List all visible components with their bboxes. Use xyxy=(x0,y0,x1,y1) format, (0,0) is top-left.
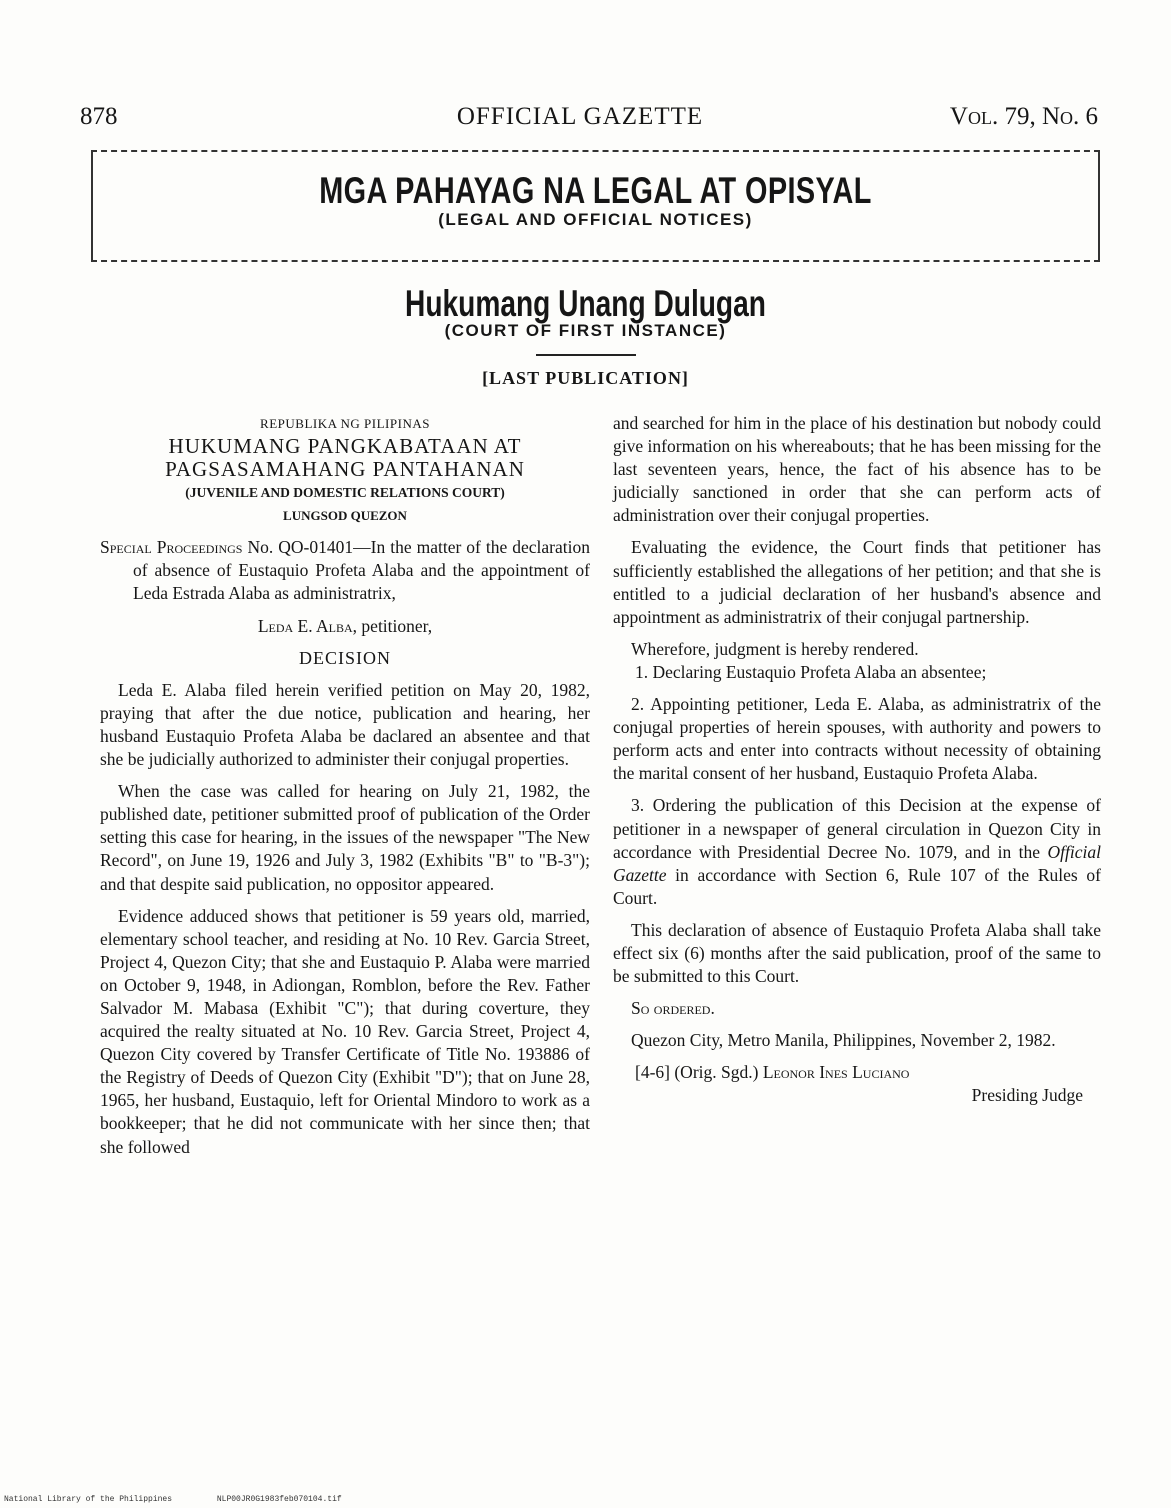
court-name-line-2: PAGSASAMAHANG PANTAHANAN xyxy=(165,457,525,482)
court-city: LUNGSOD QUEZON xyxy=(283,508,407,524)
page-header xyxy=(60,103,1100,137)
so-ordered: So ordered. xyxy=(631,998,715,1019)
judgment-item-2: 2. Appointing petitioner, Leda E. Alaba, as administratrix of the conjugal properties of herein spouses, with authority and powers to perform acts and enter into contracts without necessity of obtaining the marital consent of her husband, Eustaquio Profeta Alaba. xyxy=(613,694,1101,784)
paragraph-evidence: Evidence adduced shows that petitioner is 59 years old, married, elementary school teacher, and residing at No. 10 Rev. Garcia Street, Project 4, Quezon City; that she and Eustaquio P. Alaba were married on October 9, 1948, in Adiongan, Romblon, before the Rev. Father Salvador M. Mabasa (Exhibit "C"); that during coverture, they acquired the realty situated at No. 10 Rev. Garcia Street, Project 4, Quezon City covered by Transfer Certificate of Title No. 193886 of the Registry of Deeds of Quezon City (Exhibit "D"); that on June 28, 1965, her husband, Eustaquio, left for Oriental Mindoro to work as a bookkeeper; that he did not communicate with her since then; that she followed xyxy=(100,905,590,1157)
volume-number: Vol. 79, No. 6 xyxy=(949,103,1098,130)
signature-line xyxy=(635,1061,909,1084)
petitioner-name: Leda E. Alba xyxy=(257,615,353,636)
case-caption xyxy=(100,536,590,605)
paragraph-declaration: This declaration of absence of Eustaquio Profeta Alaba shall take effect six (6) months after the said publication, proof of the same to be submitted to this Court. xyxy=(613,919,1101,987)
signature-reference: [4-6] (Orig. Sgd.) xyxy=(635,1062,763,1083)
item-3-text-a: 3. Ordering the publication of this Decision at the expense of petitioner in a newspaper of general circulation in Quezon City in accordance with Presidential Decree No. 1079, and in the xyxy=(613,795,1101,862)
judge-title: Presiding Judge xyxy=(971,1085,1083,1106)
proceedings-text: No. QO-01401—In the matter of the declaration of absence of Eustaquio Profeta Alaba and the appointment of Leda Estrada Alaba as administratrix, xyxy=(133,537,591,604)
court-english-name: (JUVENILE AND DOMESTIC RELATIONS COURT) xyxy=(185,485,505,501)
paragraph-evaluating: Evaluating the evidence, the Court finds that petitioner has sufficiently established the allegations of her petition; and that she is entitled to a judicial declaration of her husband's absence and appointment as administratrix of their conjugal partnership. xyxy=(613,537,1101,627)
last-publication-label: [LAST PUBLICATION] xyxy=(482,368,689,388)
republic-line: REPUBLIKA NG PILIPINAS xyxy=(260,416,430,431)
paragraph-hearing: When the case was called for hearing on July 21, 1982, the published date, petitioner submitted proof of publication of the Order setting this case for hearing, in the issues of the newspaper "The New Record", on June 19, 1926 and July 3, 1982 (Exhibits "B" to "B-3"); and that despite said publication, no oppositor appeared. xyxy=(100,781,590,894)
item-3-gazette: Official Gazette xyxy=(613,841,1101,885)
item-3-text-b: in accordance with Section 6, Rule 107 of the Rules of Court. xyxy=(613,864,1101,908)
judgment-item-1: 1. Declaring Eustaquio Profeta Alaba an absentee; xyxy=(635,661,987,682)
decision-heading: DECISION xyxy=(299,647,391,668)
judge-name: Leonor Ines Luciano xyxy=(762,1062,910,1083)
court-section-title: Hukumang Unang Dulugan xyxy=(405,283,766,324)
library-credit: National Library of the Philippines xyxy=(4,1495,173,1504)
petitioner-role: , petitioner, xyxy=(352,615,433,636)
court-name-line-1: HUKUMANG PANGKABATAAN AT xyxy=(168,434,522,459)
date-and-place: Quezon City, Metro Manila, Philippines, November 2, 1982. xyxy=(631,1030,1056,1051)
notices-banner xyxy=(91,150,1100,262)
page-number: 878 xyxy=(80,103,118,130)
court-section-heading xyxy=(0,283,1171,356)
paragraph-wherefore: Wherefore, judgment is hereby rendered. xyxy=(631,638,919,659)
proceedings-label: Special Proceedings xyxy=(100,537,243,558)
paragraph-continuation: and searched for him in the place of his destination but nobody could give information on his whereabouts; that he has been missing for the last seventeen years, hence, the fact of his absence has to be judicially sanctioned in order that she can perform acts of administration over their conjugal properties. xyxy=(613,413,1101,526)
notices-subtitle: (LEGAL AND OFFICIAL NOTICES) xyxy=(438,210,753,229)
notices-title: MGA PAHAYAG NA LEGAL AT OPISYAL xyxy=(319,170,872,211)
court-section-subtitle: (COURT OF FIRST INSTANCE) xyxy=(444,321,727,340)
right-column xyxy=(613,412,1101,1107)
signature-block xyxy=(613,1061,1101,1107)
left-column xyxy=(100,412,590,1159)
paragraph-petition: Leda E. Alaba filed herein verified petition on May 20, 1982, praying that after the due notice, publication and hearing, her husband Eustaquio Profeta Alaba be daclared an absentee and that she be judicially authorized to administer their conjugal properties. xyxy=(100,679,590,770)
petitioner-line xyxy=(100,615,590,638)
scan-filename: NLP00JR0G1983feb070104.tif xyxy=(216,1495,342,1504)
section-divider xyxy=(536,354,636,356)
judgment-item-3 xyxy=(613,794,1101,909)
publication-title: OFFICIAL GAZETTE xyxy=(456,103,704,130)
scan-footer xyxy=(4,1495,382,1504)
